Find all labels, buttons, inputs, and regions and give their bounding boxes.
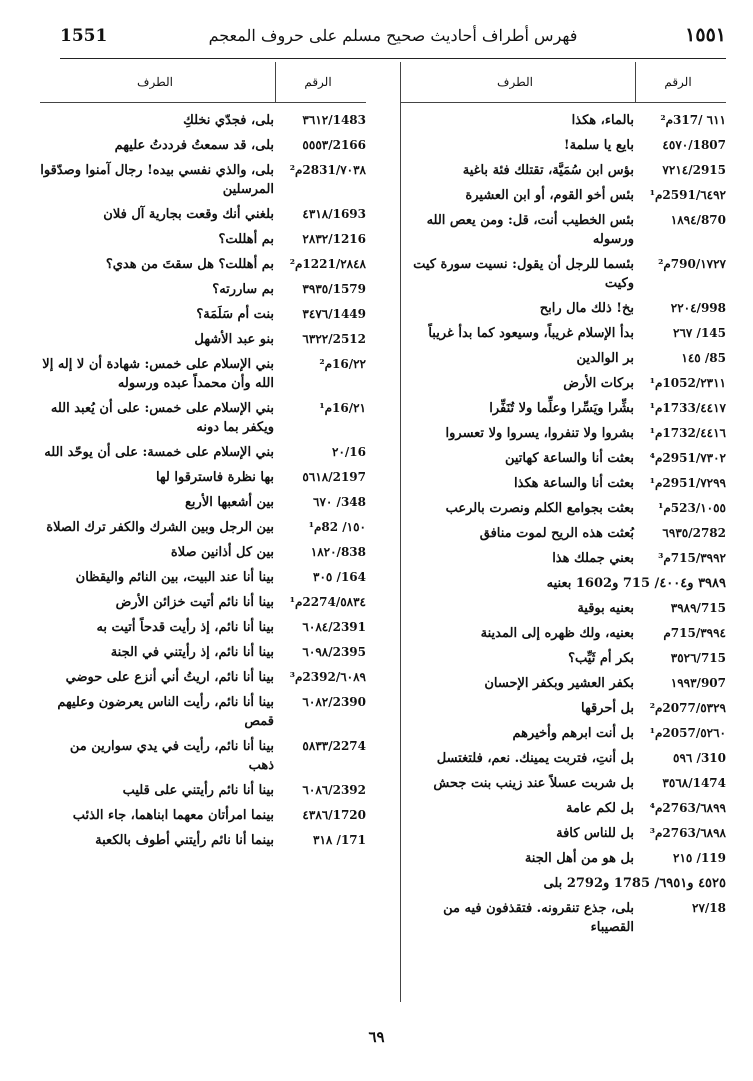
index-entry [400, 255, 726, 293]
entry-number: 907/١٩٩٣ [670, 676, 726, 690]
index-entry [400, 136, 726, 155]
entry-number: 2915/٧٢١٤ [662, 163, 726, 177]
index-entry [400, 624, 726, 643]
entry-number: ٣٩٩٤/715م [663, 626, 726, 640]
entry-term: بين كل أذانين صلاة [170, 545, 274, 560]
entry-term: بنت أم سَلَمَة؟ [196, 307, 274, 322]
entry-term: بعثت أنا والساعة كهاتين [504, 451, 634, 466]
entry-number: 145/ ٢٦٧ [673, 326, 726, 340]
index-entry-full-line: ٤٥٢٥ و٦٩٥١/ 1785 و2792 بلى [543, 876, 726, 891]
entry-term: بني الإسلام على خمس: شهادة أن لا إله إلا الله وأن محمداً عبده ورسوله [42, 357, 274, 391]
entry-number: 870/١٨٩٤ [670, 213, 726, 227]
index-entry [400, 324, 726, 343]
index-entry [40, 781, 366, 800]
index-entry [400, 724, 726, 743]
index-entry [400, 799, 726, 818]
entry-term: بل لكم عامة [566, 801, 634, 816]
index-entry [40, 280, 366, 299]
entry-term: بخ! ذلك مال رابح [539, 301, 634, 316]
index-entry [40, 831, 366, 850]
entry-term: بل شربت عسلاً عند زينب بنت جحش [433, 776, 634, 791]
index-entry [400, 899, 726, 937]
entry-term: بين الرجل وبين الشرك والكفر ترك الصلاة [46, 520, 274, 535]
left-column [40, 62, 366, 1002]
entry-term: بلغني أنك وقعت بجارية آل فلان [103, 207, 274, 222]
entry-term: بشروا ولا تنفروا، يسروا ولا تعسروا [445, 426, 634, 441]
index-entry [400, 649, 726, 668]
entry-number: 2512/٦٣٢٢ [302, 332, 366, 346]
entry-number: ١٠٥٥/523م¹ [658, 501, 726, 515]
term-heading: الطرف [497, 75, 533, 89]
index-entry [400, 424, 726, 443]
entry-term: بين أشعبها الأربع [185, 495, 274, 510]
entry-term: بعني جملك هذا [552, 551, 634, 566]
entry-number: ٢٢/16م² [319, 357, 366, 371]
entry-number: 1483/٣٦١٢ [302, 113, 366, 127]
index-entry [40, 806, 366, 825]
entry-number: ٢٨٤٨/1221م² [289, 257, 366, 271]
entry-number: ٤٤١٦/1732م¹ [649, 426, 726, 440]
entry-term: بئس أخو القوم، أو ابن العشيرة [465, 188, 634, 203]
entry-term: بل أنت ابرهم وأخيرهم [512, 726, 634, 741]
entry-number: 348/ ٦٧٠ [313, 495, 366, 509]
left-column-header [40, 62, 366, 103]
index-entry [400, 211, 726, 249]
entry-number: 18/٢٧ [692, 901, 726, 915]
index-entry [40, 543, 366, 562]
index-entry [40, 111, 366, 130]
entry-number: ٧٢٩٩/2951م¹ [649, 476, 726, 490]
entry-number: 2395/٦٠٩٨ [302, 645, 366, 659]
entry-number: 2392/٦٠٨٦ [302, 783, 366, 797]
index-entry [40, 668, 366, 687]
entry-number: ٦٠٨٩/2392م³ [289, 670, 366, 684]
entry-term: بلى، والذي نفسي بيده! رجال آمنوا وصدّقوا المرسلين [40, 163, 274, 197]
index-entry [400, 674, 726, 693]
entry-number: ١٥٠/ 82م¹ [308, 520, 366, 534]
entry-number: ٦٤٩٢/2591م¹ [649, 188, 726, 202]
index-entry [40, 618, 366, 637]
entry-number: 2197/٥٦١٨ [302, 470, 366, 484]
entry-term: بئسما للرجل أن يقول: نسيت سورة كيت وكيت [413, 257, 634, 291]
page-number-latin: 1551 [60, 26, 108, 46]
entry-term: بل هو من أهل الجنة [524, 851, 634, 866]
entry-term: بؤس ابن سُمَيَّة، تقتلك فئة باغية [462, 163, 634, 178]
right-column [400, 62, 726, 1002]
index-entry [400, 824, 726, 843]
entry-number: 1474/٣٥٦٨ [662, 776, 726, 790]
entry-term: بايع يا سلمة! [563, 138, 634, 153]
entry-number: 1720/٤٣٨٦ [302, 808, 366, 822]
index-entry [400, 186, 726, 205]
index-entry [400, 699, 726, 718]
right-entries [400, 103, 726, 937]
entry-number: ٦١١ /317م² [660, 113, 726, 127]
index-entry [400, 599, 726, 618]
entry-number: 1579/٣٩٣٥ [302, 282, 366, 296]
entry-term: بينا أنا نائم، إذ رأيتني في الجنة [110, 645, 274, 660]
entry-term: بينما أنا نائم رأيتني أطوف بالكعبة [95, 833, 274, 848]
entry-number: 2391/٦٠٨٤ [302, 620, 366, 634]
entry-number: 16/٢٠ [332, 445, 366, 459]
page-header [60, 14, 726, 59]
left-entries [40, 103, 366, 850]
entry-term: بشِّرا ويَسِّرا وعلِّما ولا تُنَفِّرا [489, 401, 634, 416]
header-separator [275, 62, 276, 102]
entry-term: بلى، جذع تنقرونه. فتقذفون فيه من القصيباء [443, 901, 634, 935]
footer-page-number: ٦٩ [368, 1028, 385, 1046]
index-entry [400, 499, 726, 518]
entry-number: 85/ ١٤٥ [681, 351, 726, 365]
entry-term: بالماء، هكذا [571, 113, 634, 128]
entry-term: بينا أنا نائم، رأيت في يدي سوارين من ذهب [69, 739, 274, 773]
term-heading: الطرف [137, 75, 173, 89]
entry-term: بكفر العشير وبكفر الإحسان [484, 676, 634, 691]
entry-number: ٧٠٣٨/2831م² [289, 163, 366, 177]
entry-term: بلى، فجدّي نخلكِ [183, 113, 274, 128]
index-entry [400, 524, 726, 543]
index-entry [400, 774, 726, 793]
entry-number: 1216/٢٨٣٢ [302, 232, 366, 246]
index-entry [40, 468, 366, 487]
entry-number: ٦٨٩٩/2763م⁴ [649, 801, 726, 815]
index-entry-full-line: ٣٩٨٩ و٤٠٠٤/ 715 و1602 بعنيه [546, 576, 726, 591]
index-entry [40, 593, 366, 612]
index-entry [40, 443, 366, 462]
number-heading: الرقم [664, 75, 692, 89]
entry-number: ٢١/16م¹ [319, 401, 366, 415]
entry-number: ٥٢٦٠/2057م¹ [649, 726, 726, 740]
index-entry [40, 493, 366, 512]
header-separator [635, 62, 636, 102]
entry-number: ٦٨٩٨/2763م³ [649, 826, 726, 840]
entry-term: بئس الخطيب أنت، قل: ومن يعص الله ورسوله [426, 213, 634, 247]
entry-number: ٧٣٠٢/2951م⁴ [649, 451, 726, 465]
entry-term: بم أهللت؟ هل سقتَ من هدي؟ [105, 257, 274, 272]
entry-term: بينا أنا نائم رأيتني على قليب [122, 783, 274, 798]
page-number-arabic: ١٥٥١ [685, 24, 726, 46]
right-column-header [400, 62, 726, 103]
entry-number: 2274/٥٨٣٣ [302, 739, 366, 753]
entry-term: بني الإسلام على خمس: على أن يُعبد الله ويكفر بما دونه [50, 401, 274, 435]
entry-term: بها نظرة فاسترقوا لها [155, 470, 274, 485]
page-title: فهرس أطراف أحاديث صحيح مسلم على حروف المعجم [208, 26, 578, 45]
entry-term: بكر أم ثَيِّب؟ [568, 651, 634, 666]
index-entry [400, 374, 726, 393]
index-entry [40, 136, 366, 155]
index-entry [40, 161, 366, 199]
entry-number: 998/٢٢٠٤ [670, 301, 726, 315]
entry-term: بعثت أنا والساعة هكذا [514, 476, 634, 491]
entry-term: بل أنتِ، فتربت يمينك. نعم، فلتغتسل [436, 751, 634, 766]
entry-number: ١٧٢٧/790م² [658, 257, 726, 271]
entry-number: ٣٩٩٢/715م³ [658, 551, 726, 565]
index-entry [400, 849, 726, 868]
number-heading: الرقم [304, 75, 332, 89]
entry-term: بم ساررته؟ [212, 282, 274, 297]
index-entry [400, 161, 726, 180]
entry-term: بينا أنا نائم، اريتُ أني أنزع على حوضي [65, 670, 274, 685]
entry-term: بُعثت هذه الريح لموت منافق [479, 526, 634, 541]
index-entry [40, 255, 366, 274]
entry-number: ٥٣٢٩/2077م² [649, 701, 726, 715]
index-entry [40, 737, 366, 775]
entry-number: 310/ ٥٩٦ [673, 751, 726, 765]
index-entry [40, 643, 366, 662]
index-entry [400, 474, 726, 493]
entry-term: بعثت بجوامع الكلم ونصرت بالرعب [445, 501, 634, 516]
index-entry [40, 399, 366, 437]
index-entry [40, 305, 366, 324]
index-entry [400, 349, 726, 368]
entry-number: 1807/٤٥٧٠ [662, 138, 726, 152]
entry-number: 2390/٦٠٨٢ [302, 695, 366, 709]
entry-term: بني الإسلام على خمسة: على أن يوحّد الله [44, 445, 274, 460]
index-entry [40, 518, 366, 537]
entry-number: 715/٣٥٢٦ [670, 651, 726, 665]
entry-number: ٤٤١٧/1733م¹ [649, 401, 726, 415]
entry-term: بينا أنا عند البيت، بين النائم واليقظان [75, 570, 274, 585]
index-entry [400, 749, 726, 768]
index-entry [400, 111, 726, 130]
entry-term: بينا أنا نائم أتيت خزائن الأرض [115, 595, 274, 610]
entry-term: بر الوالدين [576, 351, 634, 366]
entry-term: بل أحرقها [581, 701, 634, 716]
index-entry [40, 330, 366, 349]
entry-term: بل للناس كافة [556, 826, 634, 841]
entry-term: بعنيه، ولك ظهره إلى المدينة [480, 626, 634, 641]
entry-number: 171/ ٣١٨ [313, 833, 366, 847]
entry-number: 715/٣٩٨٩ [670, 601, 726, 615]
index-entry [40, 355, 366, 393]
entry-term: بم أهللت؟ [218, 232, 274, 247]
index-entry [40, 230, 366, 249]
entry-number: 2166/٥٥٥٣ [302, 138, 366, 152]
index-entry [400, 549, 726, 568]
index-entry [400, 449, 726, 468]
entry-term: بلى، قد سمعتُ فرددتُ عليهم [114, 138, 274, 153]
entry-term: بعنيه بوقية [577, 601, 634, 616]
index-entry [400, 299, 726, 318]
entry-number: 1693/٤٣١٨ [302, 207, 366, 221]
entry-number: ٢٣١١/1052م¹ [649, 376, 726, 390]
index-entry [40, 568, 366, 587]
entry-number: 1449/٣٤٧٦ [302, 307, 366, 321]
entry-term: بركات الأرض [563, 376, 634, 391]
entry-number: 838/١٨٢٠ [310, 545, 366, 559]
entry-number: 119/ ٢١٥ [673, 851, 726, 865]
entry-term: بينا أنا نائم، إذ رأيت قدحاً أتيت به [96, 620, 274, 635]
index-entry [400, 399, 726, 418]
entry-term: بدأ الإسلام غريباً، وسيعود كما بدأ غريباً [428, 326, 634, 341]
entry-term: بينا أنا نائم، رأيت الناس يعرضون وعليهم قمص [57, 695, 274, 729]
entry-term: بنو عبد الأشهل [194, 332, 274, 347]
entry-term: بينما امرأتان معهما ابناهما، جاء الذئب [72, 808, 274, 823]
entry-number: ٥٨٣٤/2274م¹ [289, 595, 366, 609]
index-entry [40, 693, 366, 731]
index-entry [40, 205, 366, 224]
entry-number: 164/ ٣٠٥ [313, 570, 366, 584]
entry-number: 2782/٦٩٣٥ [662, 526, 726, 540]
